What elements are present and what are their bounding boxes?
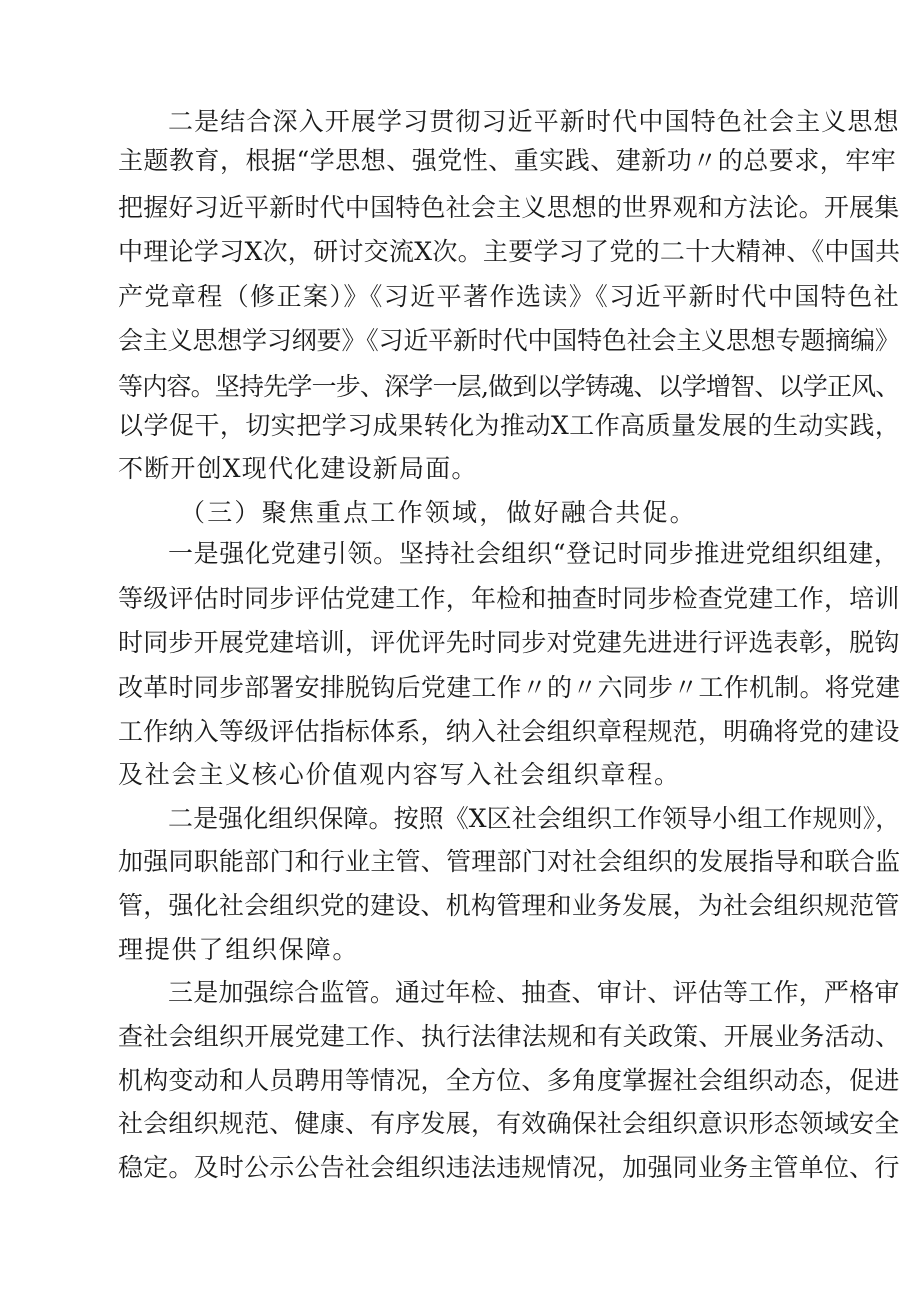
text-line: 及社会主义核心价值观内容写入社会组织章程。 — [118, 760, 681, 789]
text-line: 管，强化社会组织党的建设、机构管理和业务发展，为社会组织规范管 — [118, 891, 900, 920]
text-line: 把握好习近平新时代中国特色社会主义思想的世界观和方法论。开展集 — [118, 193, 900, 222]
text-line: 稳定。及时公示公告社会组织违法违规情况，加强同业务主管单位、行 — [118, 1153, 900, 1182]
text-line: 机构变动和人员聘用等情况，全方位、多角度掌握社会组织动态，促进 — [118, 1066, 900, 1095]
text-line: 中理论学习X次，研讨交流X次。主要学习了党的二十大精神、《中国共 — [118, 237, 901, 266]
text-line: 产党章程（修正案）》《习近平著作选读》《习近平新时代中国特色社 — [118, 282, 901, 311]
text-line: 社会组织规范、健康、有序发展，有效确保社会组织意识形态领域安全 — [118, 1109, 900, 1138]
text-line: 二是结合深入开展学习贯彻习近平新时代中国特色社会主义思想 — [168, 107, 900, 136]
text-line: 一是强化党建引领。坚持社会组织“登记时同步推进党组织组建， — [168, 539, 900, 568]
text-line: 改革时同步部署安排脱钩后党建工作〃的〃六同步〃工作机制。将党建 — [118, 673, 901, 702]
text-line: 二是强化组织保障。按照《X区社会组织工作领导小组工作规则》， — [168, 804, 901, 833]
section-heading: （三）聚焦重点工作领域，做好融合共促。 — [180, 498, 697, 527]
text-line: 不断开创X现代化建设新局面。 — [118, 454, 478, 483]
text-line: 主题教育，根据“学思想、强党性、重实践、建新功〃的总要求，牢牢 — [118, 146, 897, 175]
text-line: 加强同职能部门和行业主管、管理部门对社会组织的发展指导和联合监 — [118, 847, 901, 876]
text-line: 工作纳入等级评估指标体系，纳入社会组织章程规范，明确将党的建设 — [118, 717, 900, 746]
text-line: 会主义思想学习纲要》《习近平新时代中国特色社会主义思想专题摘编》 — [118, 326, 900, 355]
text-line: 三是加强综合监管。通过年检、抽查、审计、评估等工作，严格审 — [168, 978, 900, 1007]
text-line: 查社会组织开展党建工作、执行法律法规和有关政策、开展业务活动、 — [118, 1022, 901, 1051]
text-line: 时同步开展党建培训，评优评先时同步对党建先进进行评选表彰，脱钩 — [118, 628, 900, 657]
text-line: 等级评估时同步评估党建工作，年检和抽查时同步检查党建工作，培训 — [118, 584, 900, 613]
text-line: 以学促干，切实把学习成果转化为推动X工作高质量发展的生动实践， — [118, 411, 901, 440]
text-line: 理提供了组织保障。 — [118, 935, 360, 964]
text-line: 等内容。坚持先学一步、深学一层,做到以学铸魂、以学增智、以学正风、 — [118, 372, 900, 401]
